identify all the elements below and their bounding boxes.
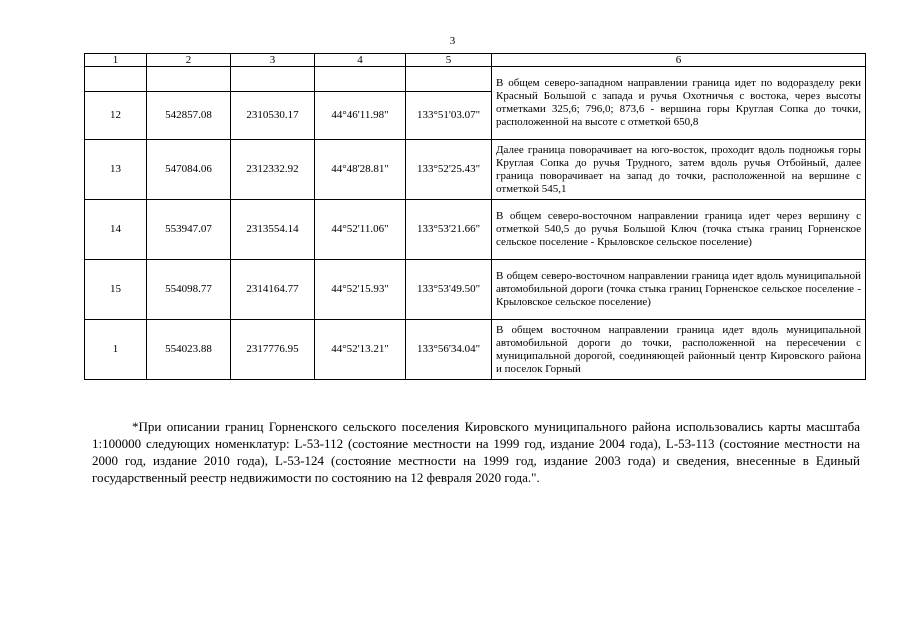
coord-x: 542857.08 — [147, 92, 231, 140]
table-cell — [147, 67, 231, 92]
column-header: 3 — [231, 54, 315, 67]
boundary-description: В общем восточном направлении граница идет вдоль муниципальной автомобильной дороги до точки, расположенной на пересечении с муниципальной дорогой, соединяющей районный центр Кировского района и поселок Горный — [492, 320, 866, 380]
coord-x: 553947.07 — [147, 200, 231, 260]
boundary-description: В общем северо-восточном направлении граница идет через вершину с отметкой 540,5 до ручья Большой Ключ (точка стыка границ Горненское сельское поселение - Крыловское сельское поселение) — [492, 200, 866, 260]
table-row — [85, 200, 866, 260]
page-number: 3 — [449, 35, 456, 47]
point-number: 13 — [85, 140, 147, 200]
table-header-row — [85, 54, 866, 67]
boundary-points-table — [84, 53, 866, 380]
coord-y: 2312332.92 — [231, 140, 315, 200]
table-cell — [231, 67, 315, 92]
column-header: 4 — [315, 54, 406, 67]
longitude: 133°56'34.04" — [406, 320, 492, 380]
table-cell — [315, 67, 406, 92]
point-number: 14 — [85, 200, 147, 260]
coord-y: 2313554.14 — [231, 200, 315, 260]
column-header: 5 — [406, 54, 492, 67]
column-header: 6 — [492, 54, 866, 67]
longitude: 133°51'03.07" — [406, 92, 492, 140]
table-row — [85, 260, 866, 320]
latitude: 44°48'28.81" — [315, 140, 406, 200]
latitude: 44°52'11.06" — [315, 200, 406, 260]
boundary-description: В общем северо-восточном направлении граница идет вдоль муниципальной автомобильной дороги (точка стыка границ Горненское сельское поселение - Крыловское сельское поселение) — [492, 260, 866, 320]
coord-y: 2310530.17 — [231, 92, 315, 140]
boundary-description: В общем северо-западном направлении граница идет по водоразделу реки Красный Большой с запада и ручья Охотничья с востока, через высоты отметками 325,6; 796,0; 873,6 - вершина горы Круглая Сопка до точки, расположенной на высоте с отметкой 650,8 — [492, 67, 866, 140]
point-number: 1 — [85, 320, 147, 380]
table-cell — [406, 67, 492, 92]
table-cell — [85, 67, 147, 92]
longitude: 133°52'25.43" — [406, 140, 492, 200]
coord-x: 554023.88 — [147, 320, 231, 380]
point-number: 15 — [85, 260, 147, 320]
point-number: 12 — [85, 92, 147, 140]
table-row — [85, 140, 866, 200]
column-header: 1 — [85, 54, 147, 67]
table-row — [85, 320, 866, 380]
boundary-description: Далее граница поворачивает на юго-восток, проходит вдоль подножья горы Круглая Сопка до ручья Трудного, затем вдоль ручья Отбойный, далее граница поворачивает на запад до точки, расположенной на вершине с отметкой 545,1 — [492, 140, 866, 200]
longitude: 133°53'21.66" — [406, 200, 492, 260]
coord-x: 554098.77 — [147, 260, 231, 320]
footnote: *При описании границ Горненского сельского поселения Кировского муниципального района использовались карты масштаба 1:100000 следующих номенклатур: L-53-112 (состояние местности на 1999 год, издание 2004 года), L-53-113 (состояние местности на 2000 год, издание 2010 года), L-53-124 (состояние местности на 1999 год, издание 2003 года) и сведения, внесенные в Единый государственный реестр недвижимости по состоянию на 12 февраля 2020 года.". — [92, 419, 860, 485]
coord-y: 2317776.95 — [231, 320, 315, 380]
coord-x: 547084.06 — [147, 140, 231, 200]
table-row — [85, 67, 866, 92]
coord-y: 2314164.77 — [231, 260, 315, 320]
latitude: 44°46'11.98" — [315, 92, 406, 140]
column-header: 2 — [147, 54, 231, 67]
latitude: 44°52'13.21" — [315, 320, 406, 380]
latitude: 44°52'15.93" — [315, 260, 406, 320]
longitude: 133°53'49.50" — [406, 260, 492, 320]
